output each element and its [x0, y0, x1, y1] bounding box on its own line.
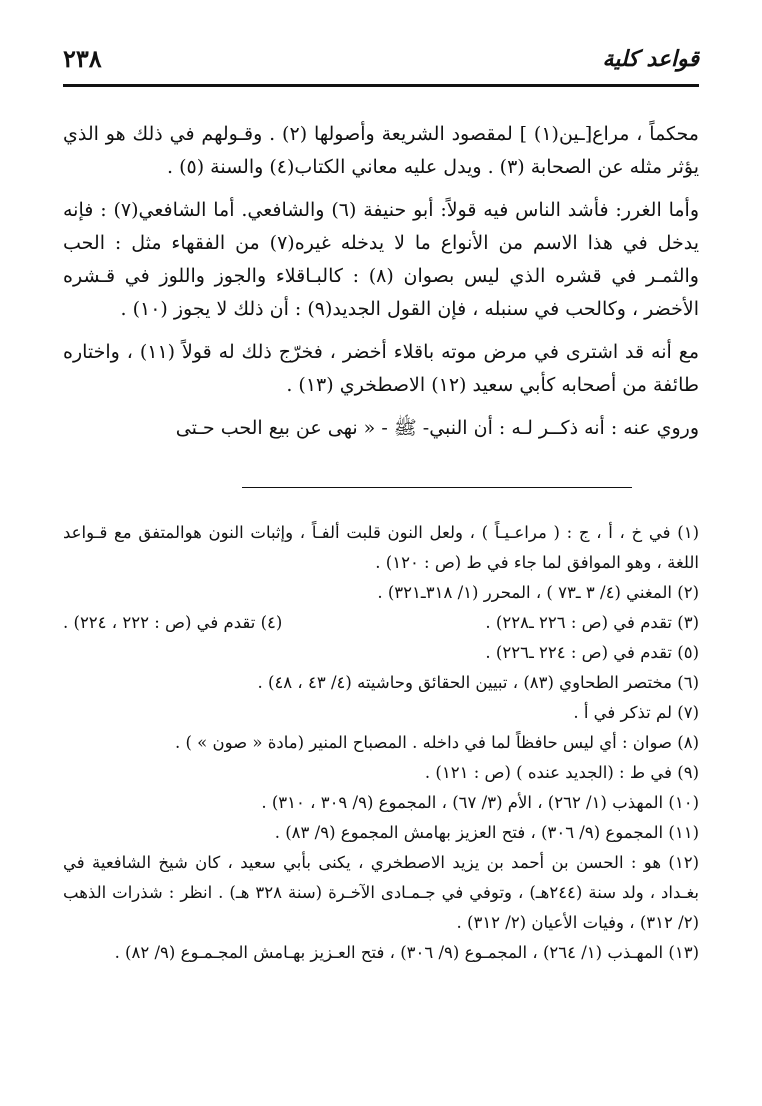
header-rule — [63, 84, 699, 87]
footnote-9: (٩) في ط : (الجديد عنده ) (ص : ١٢١) . — [424, 763, 699, 782]
footnote-3: (٣) تقدم في (ص : ٢٢٦ ـ٢٢٨) . — [485, 613, 699, 632]
footnote-5: (٥) تقدم في (ص : ٢٢٤ ـ٢٢٦) . — [485, 643, 699, 662]
page-header — [63, 40, 699, 84]
footnote-10: (١٠) المهذب (١/ ٢٦٢) ، الأم (٣/ ٦٧) ، المجموع (٩/ ٣٠٩ ، ٣١٠) . — [261, 793, 699, 812]
paragraph-1: محكماً ، مراع[ـين(١) ] لمقصود الشريعة وأصولها (٢) . وقـولهم في ذلك هو الذي يؤثر مثله عن الصحابة (٣) . ويدل عليه معاني الكتاب(٤) والسنة (٥) . — [63, 123, 699, 178]
main-text — [63, 118, 699, 455]
footnote-separator — [242, 487, 632, 488]
footnote-6: (٦) مختصر الطحاوي (٨٣) ، تبيين الحقائق وحاشيته (٤/ ٤٣ ، ٤٨) . — [257, 673, 699, 692]
footnote-8: (٨) صوان : أي ليس حافظاً لما في داخله . المصباح المنير (مادة « صون » ) . — [175, 733, 699, 752]
paragraph-4: وروي عنه : أنه ذكــر لـه : أن النبي- ﷺ - « نهى عن بيع الحب حـتى — [175, 417, 699, 439]
footnote-row-3-4 — [63, 608, 699, 638]
footnote-2: (٢) المغني (٤/ ٣ ـ٧٣ ) ، المحرر (١/ ٣١٨ـ٣٢١) . — [377, 583, 699, 602]
paragraph-3: مع أنه قد اشترى في مرض موته باقلاء أخضر ، فخرّج ذلك له قولاً (١١) ، واختاره طائفة من أصحابه كأبي سعيد (١٢) الاصطخري (١٣) . — [63, 341, 700, 396]
running-title: قواعد كلية — [602, 46, 699, 72]
page-number: ٢٣٨ — [63, 44, 102, 73]
footnote-1: (١) في خ ، أ ، ج : ( مراعـيـاً ) ، ولعل النون قلبت ألفـاً ، وإثبات النون هوالمتفق مع قـواعد اللغة ، وهو الموافق لما جاء في ط (ص : ١٢٠) . — [63, 523, 699, 572]
footnote-4: (٤) تقدم في (ص : ٢٢٢ ، ٢٢٤) . — [63, 613, 283, 632]
footnote-13: (١٣) المهـذب (١/ ٢٦٤) ، المجمـوع (٩/ ٣٠٦) ، فتح العـزيز بهـامش المجـمـوع (٩/ ٨٢) . — [114, 943, 699, 962]
paragraph-2: وأما الغرر: فأشد الناس فيه قولاً: أبو حنيفة (٦) والشافعي. أما الشافعي(٧) : فإنه يدخل في هذا الاسم من الأنواع ما لا يدخله غيره(٧) من الفقهاء مثل : الحب والثمـر في قشره الذي ليس بصوان (٨) : كالبـاقلاء والجوز واللوز في قـشره الأخضر ، وكالحب في سنبله ، فإن القول الجديد(٩) : أن ذلك لا يجوز (١٠) . — [63, 199, 699, 320]
footnote-11: (١١) المجموع (٩/ ٣٠٦) ، فتح العزيز بهامش المجموع (٩/ ٨٣) . — [274, 823, 699, 842]
footnote-7: (٧) لم تذكر في أ . — [573, 703, 699, 722]
footnotes — [63, 518, 699, 968]
footnote-12: (١٢) هو : الحسن بن أحمد بن يزيد الاصطخري ، يكنى بأبي سعيد ، كان شيخ الشافعية في بغـداد ، ولد سنة (٢٤٤هـ) ، وتوفي في جـمـادى الآخـرة (سنة ٣٢٨ هـ) . انظر : شذرات الذهب (٢/ ٣١٢) ، وفيات الأعيان (٢/ ٣١٢) . — [63, 853, 700, 932]
